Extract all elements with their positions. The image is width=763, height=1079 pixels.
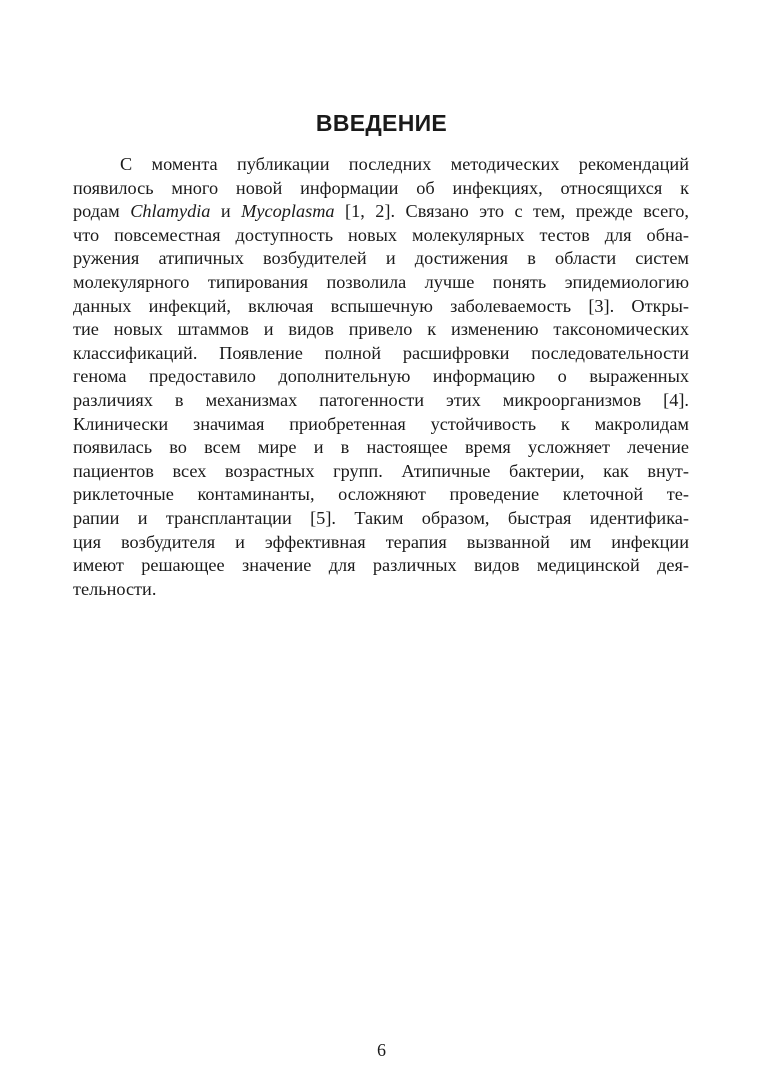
paragraph-line: имеют решающее значение для различных видов медицинской дея-: [73, 555, 689, 576]
line-text: родам: [73, 201, 131, 222]
paragraph-line: данных инфекций, включая вспышечную заболеваемость [3]. Откры-: [73, 295, 689, 316]
section-heading: ВВЕДЕНИЕ: [315, 110, 448, 136]
genus-mycoplasma: Mycoplasma: [241, 201, 335, 222]
paragraph-line: Клинически значимая приобретенная устойчивость к макролидам: [73, 413, 689, 434]
paragraph-line: ция возбудителя и эффективная терапия вызванной им инфекции: [73, 531, 689, 552]
paragraph-line: появилась во всем мире и в настоящее время усложняет лечение: [73, 437, 689, 458]
paragraph-line: генома предоставило дополнительную информацию о выраженных: [73, 366, 689, 387]
paragraph-line: тие новых штаммов и видов привело к изменению таксономических: [73, 319, 689, 340]
page-number: 6: [377, 1040, 386, 1060]
line-text: и: [210, 201, 242, 222]
genus-chlamydia: Chlamydia: [130, 201, 211, 222]
paragraph-line: появилось много новой информации об инфекциях, относящихся к: [73, 177, 689, 198]
paragraph-line: ружения атипичных возбудителей и достижения в области систем: [73, 248, 689, 269]
paragraph-line: рапии и трансплантации [5]. Таким образом, быстрая идентифика-: [73, 507, 689, 528]
paragraph-line: С момента публикации последних методических рекомендаций: [120, 154, 689, 174]
paragraph-line: молекулярного типирования позволила лучше понять эпидемиологию: [73, 271, 689, 292]
paragraph-line: [73, 200, 689, 224]
paragraph-line: различиях в механизмах патогенности этих микроорганизмов [4].: [73, 389, 689, 410]
paragraph-line: риклеточные контаминанты, осложняют проведение клеточной те-: [73, 484, 689, 505]
paragraph-line: что повсеместная доступность новых молекулярных тестов для обна-: [73, 224, 689, 245]
paragraph-line: классификаций. Появление полной расшифровки последовательности: [73, 342, 689, 363]
introduction-paragraph: [73, 153, 689, 601]
paragraph-line: тельности.: [73, 578, 157, 599]
paragraph-line: пациентов всех возрастных групп. Атипичные бактерии, как внут-: [73, 460, 689, 481]
line-text: [1, 2]. Связано это с тем, прежде всего,: [334, 201, 689, 222]
